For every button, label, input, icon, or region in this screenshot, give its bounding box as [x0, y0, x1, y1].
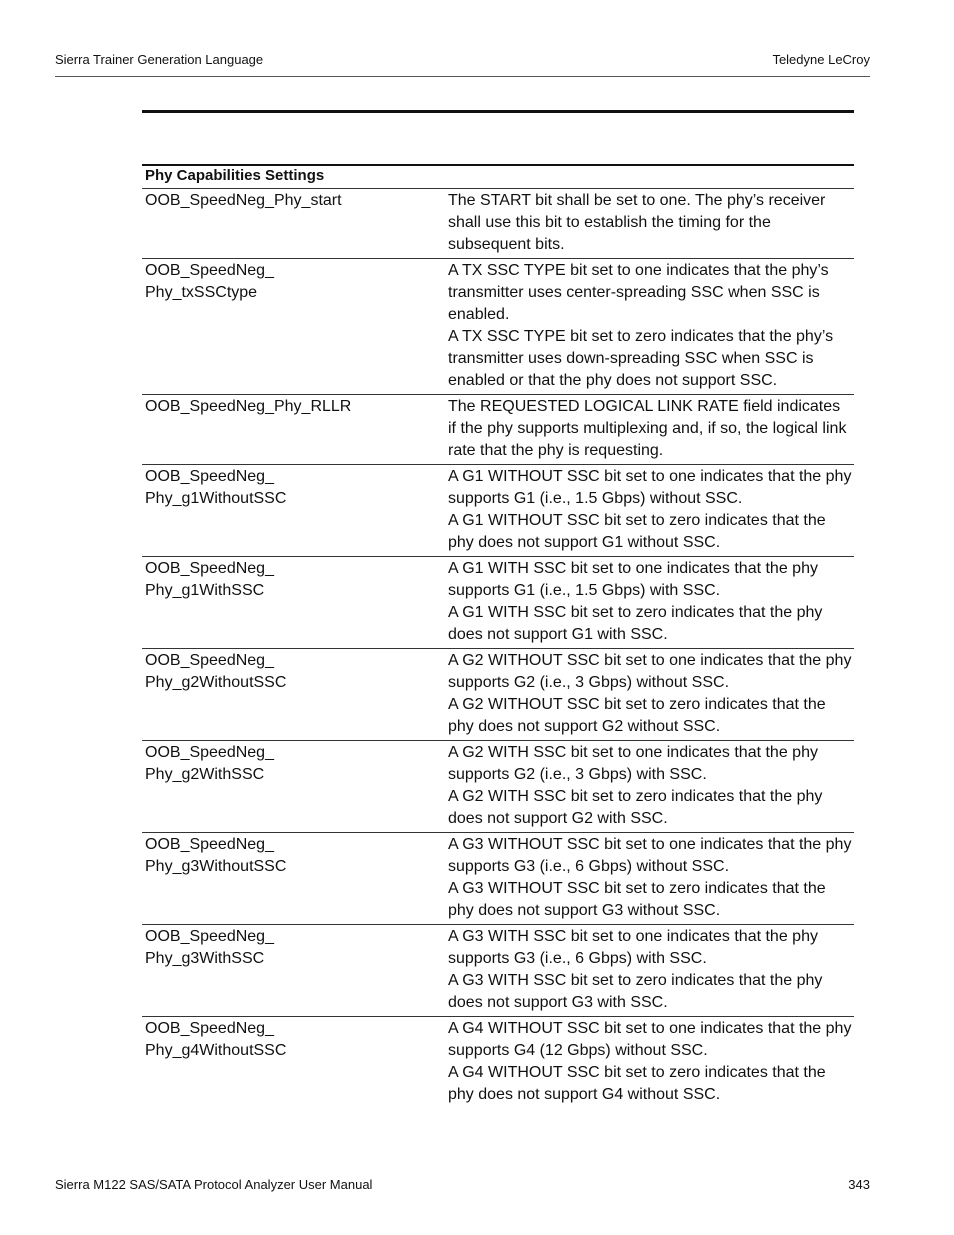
- setting-name-line: OOB_SpeedNeg_Phy_start: [145, 192, 342, 209]
- setting-description-cell: [445, 189, 854, 258]
- setting-name-line: OOB_SpeedNeg_: [145, 468, 274, 485]
- setting-name-line: OOB_SpeedNeg_: [145, 928, 274, 945]
- table-row: [142, 189, 854, 259]
- setting-description-cell: [445, 833, 854, 924]
- setting-description-cell: [445, 649, 854, 740]
- setting-description-paragraph: A G4 WITHOUT SSC bit set to one indicates that the phy supports G4 (12 Gbps) without SSC.: [448, 1020, 852, 1059]
- setting-name-line: Phy_g3WithSSC: [145, 950, 265, 967]
- setting-name-cell: [142, 557, 445, 648]
- setting-name-line: Phy_g4WithoutSSC: [145, 1042, 287, 1059]
- table-row: [142, 259, 854, 395]
- setting-name-line: Phy_g1WithSSC: [145, 582, 265, 599]
- setting-description-cell: [445, 259, 854, 394]
- table-row: [142, 395, 854, 465]
- setting-description-paragraph: A G4 WITHOUT SSC bit set to zero indicates that the phy does not support G4 without SSC.: [448, 1064, 826, 1103]
- setting-description-cell: [445, 741, 854, 832]
- table-row: [142, 465, 854, 557]
- setting-name-cell: [142, 395, 445, 464]
- table-row: [142, 741, 854, 833]
- setting-name-line: Phy_txSSCtype: [145, 284, 258, 301]
- setting-description-paragraph: A G2 WITH SSC bit set to zero indicates that the phy does not support G2 with SSC.: [448, 788, 823, 827]
- setting-description-paragraph: A G3 WITH SSC bit set to one indicates that the phy supports G3 (i.e., 6 Gbps) with SSC.: [448, 928, 818, 967]
- setting-name-cell: [142, 1017, 445, 1108]
- setting-description-cell: [445, 395, 854, 464]
- table-heading: Phy Capabilities Settings: [142, 166, 854, 189]
- setting-name-line: Phy_g2WithSSC: [145, 766, 265, 783]
- setting-description-paragraph: A G1 WITHOUT SSC bit set to zero indicates that the phy does not support G1 without SSC.: [448, 512, 826, 551]
- setting-name-cell: [142, 259, 445, 394]
- table-row: [142, 557, 854, 649]
- setting-description-paragraph: The START bit shall be set to one. The phy’s receiver shall use this bit to establish the timing for the subsequent bits.: [448, 192, 826, 253]
- table-row: [142, 649, 854, 741]
- header-doc-title: Sierra Trainer Generation Language: [55, 52, 264, 67]
- setting-description-paragraph: A G2 WITH SSC bit set to one indicates that the phy supports G2 (i.e., 3 Gbps) with SSC.: [448, 744, 818, 783]
- setting-description-paragraph: A G3 WITH SSC bit set to zero indicates that the phy does not support G3 with SSC.: [448, 972, 823, 1011]
- header-company: Teledyne LeCroy: [772, 52, 870, 67]
- page-number: 343: [848, 1177, 870, 1192]
- setting-description-paragraph: A TX SSC TYPE bit set to one indicates that the phy’s transmitter uses center-spreading SSC when SSC is enabled.: [448, 262, 829, 323]
- setting-description-paragraph: A G1 WITH SSC bit set to zero indicates that the phy does not support G1 with SSC.: [448, 604, 823, 643]
- top-rule: [142, 110, 854, 113]
- setting-description-cell: [445, 925, 854, 1016]
- page-header: [55, 52, 870, 77]
- setting-description-cell: [445, 465, 854, 556]
- setting-description-paragraph: A TX SSC TYPE bit set to zero indicates that the phy’s transmitter uses down-spreading SSC when SSC is enabled or that the phy does not support SSC.: [448, 328, 834, 389]
- setting-description-paragraph: A G2 WITHOUT SSC bit set to one indicates that the phy supports G2 (i.e., 3 Gbps) without SSC.: [448, 652, 852, 691]
- setting-name-line: OOB_SpeedNeg_: [145, 836, 274, 853]
- setting-name-line: Phy_g3WithoutSSC: [145, 858, 287, 875]
- setting-description-cell: [445, 1017, 854, 1108]
- setting-name-line: OOB_SpeedNeg_: [145, 744, 274, 761]
- setting-description-paragraph: A G3 WITHOUT SSC bit set to zero indicates that the phy does not support G3 without SSC.: [448, 880, 826, 919]
- setting-name-cell: [142, 189, 445, 258]
- setting-name-line: OOB_SpeedNeg_: [145, 262, 274, 279]
- phy-capabilities-table: [142, 164, 854, 1108]
- table-row: [142, 1017, 854, 1108]
- table-row: [142, 925, 854, 1017]
- setting-description-paragraph: A G1 WITH SSC bit set to one indicates that the phy supports G1 (i.e., 1.5 Gbps) with SSC.: [448, 560, 818, 599]
- setting-name-line: Phy_g2WithoutSSC: [145, 674, 287, 691]
- setting-name-cell: [142, 741, 445, 832]
- setting-description-paragraph: A G1 WITHOUT SSC bit set to one indicates that the phy supports G1 (i.e., 1.5 Gbps) without SSC.: [448, 468, 852, 507]
- setting-name-line: OOB_SpeedNeg_: [145, 1020, 274, 1037]
- table-row: [142, 833, 854, 925]
- footer-manual-title: Sierra M122 SAS/SATA Protocol Analyzer User Manual: [55, 1177, 373, 1192]
- setting-name-cell: [142, 833, 445, 924]
- setting-name-line: Phy_g1WithoutSSC: [145, 490, 287, 507]
- setting-name-line: OOB_SpeedNeg_Phy_RLLR: [145, 398, 352, 415]
- setting-name-line: OOB_SpeedNeg_: [145, 560, 274, 577]
- setting-description-paragraph: A G3 WITHOUT SSC bit set to one indicates that the phy supports G3 (i.e., 6 Gbps) without SSC.: [448, 836, 852, 875]
- setting-description-paragraph: The REQUESTED LOGICAL LINK RATE field indicates if the phy supports multiplexing and, if so, the logical link rate that the phy is requesting.: [448, 398, 847, 459]
- setting-name-line: OOB_SpeedNeg_: [145, 652, 274, 669]
- setting-description-cell: [445, 557, 854, 648]
- setting-name-cell: [142, 925, 445, 1016]
- setting-name-cell: [142, 465, 445, 556]
- setting-name-cell: [142, 649, 445, 740]
- setting-description-paragraph: A G2 WITHOUT SSC bit set to zero indicates that the phy does not support G2 without SSC.: [448, 696, 826, 735]
